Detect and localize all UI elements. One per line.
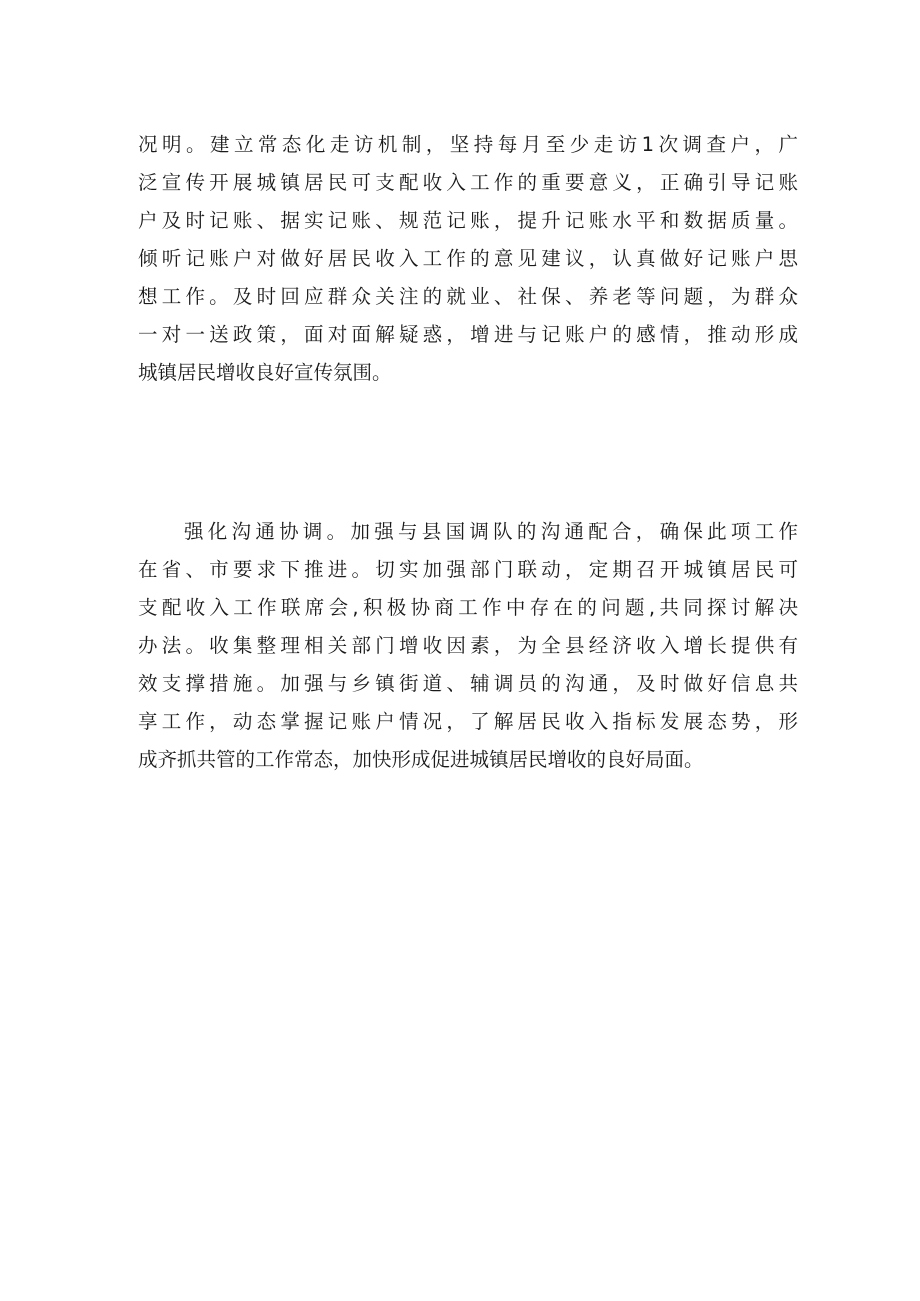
paragraph-line: 倾听记账户对做好居民收入工作的意见建议，认真做好记账户思	[138, 247, 798, 270]
paragraph-communication-coordination	[138, 513, 798, 779]
paragraph-line: 在省、市要求下推进。切实加强部门联动，定期召开城镇居民可	[138, 558, 798, 581]
paragraph-line: 支配收入工作联席会,积极协商工作中存在的问题,共同探讨解决	[138, 596, 798, 619]
paragraph-line: 享工作，动态掌握记账户情况，了解居民收入指标发展态势，形	[138, 710, 798, 733]
paragraph-line: 城镇居民增收良好宣传氛围。	[138, 361, 392, 384]
paragraph-line: 效支撑措施。加强与乡镇街道、辅调员的沟通，及时做好信息共	[138, 672, 798, 695]
paragraph-line: 成齐抓共管的工作常态，加快形成促进城镇居民增收的良好局面。	[138, 748, 704, 771]
paragraph-line: 办法。收集整理相关部门增收因素，为全县经济收入增长提供有	[138, 634, 798, 657]
paragraph-visit-mechanism	[138, 126, 798, 392]
paragraph-line: 泛宣传开展城镇居民可支配收入工作的重要意义，正确引导记账	[138, 171, 798, 194]
paragraph-line: 一对一送政策，面对面解疑惑，增进与记账户的感情，推动形成	[138, 323, 798, 346]
paragraph-line: 想工作。及时回应群众关注的就业、社保、养老等问题，为群众	[138, 285, 798, 308]
paragraph-line: 户及时记账、据实记账、规范记账，提升记账水平和数据质量。	[138, 209, 798, 232]
paragraph-line: 况明。建立常态化走访机制，坚持每月至少走访1次调查户，广	[138, 133, 798, 156]
paragraph-line: 强化沟通协调。加强与县国调队的沟通配合，确保此项工作	[184, 520, 798, 543]
